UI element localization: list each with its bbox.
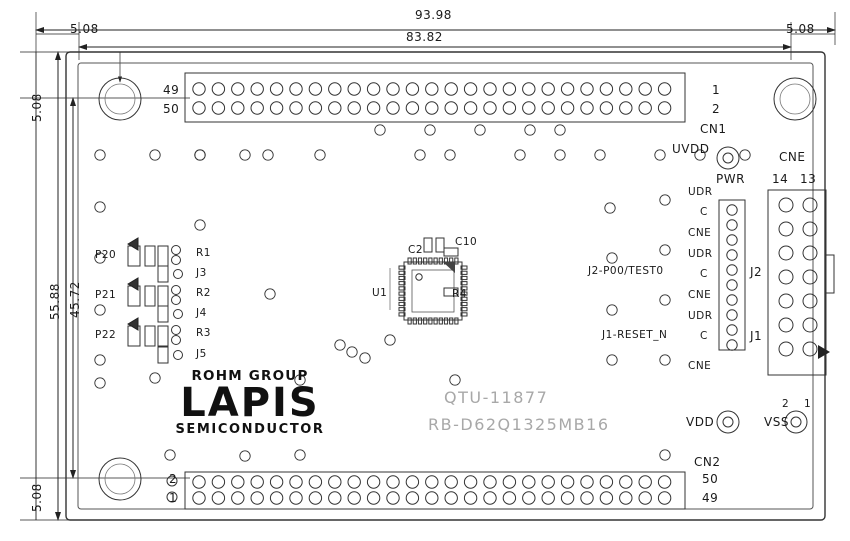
pwr-label: PWR	[716, 172, 745, 186]
dim-overall-height: 55.88	[48, 283, 62, 320]
j2-row-udr-2: UDR	[688, 248, 713, 260]
refdes-u1: U1	[372, 287, 388, 299]
j1-row-udr: UDR	[688, 310, 713, 322]
brand-group-label: ROHM GROUP	[191, 368, 309, 384]
refdes-p22: P22	[95, 329, 117, 341]
part-number-label: QTU-11877	[444, 388, 549, 407]
vss-pin-2-label: 2	[782, 398, 790, 410]
refdes-p20: P20	[95, 249, 117, 261]
j1-row-cne-2: CNE	[688, 360, 712, 372]
dim-margin-left-upper: 5.08	[30, 93, 44, 122]
refdes-j3: J3	[196, 267, 207, 279]
cn2-pin-49-label: 49	[702, 491, 719, 505]
brand-sub-label: SEMICONDUCTOR	[175, 422, 325, 437]
dim-inner-width: 83.82	[406, 30, 443, 44]
dim-margin-top-left: 5.08	[70, 22, 99, 36]
j1-signal-label: J1-RESET_N	[602, 329, 668, 341]
refdes-r2: R2	[196, 287, 211, 299]
refdes-c10: C10	[455, 236, 478, 248]
cne-pin-13-label: 13	[800, 172, 817, 186]
dim-margin-left-lower: 5.08	[30, 483, 44, 512]
cn1-name: CN1	[700, 122, 727, 136]
refdes-r4: R4	[452, 288, 467, 300]
uvdd-label: UVDD	[672, 142, 710, 156]
vss-pin-1-label: 1	[804, 398, 812, 410]
cn1-pin-50-label: 50	[163, 102, 180, 116]
j2-signal-label: J2-P00/TEST0	[588, 265, 664, 277]
brand-block	[160, 368, 340, 437]
cne-pin-14-label: 14	[772, 172, 789, 186]
cn2-name: CN2	[694, 455, 721, 469]
refdes-c2: C2	[408, 244, 424, 256]
refdes-r1: R1	[196, 247, 211, 259]
vdd-label: VDD	[686, 415, 715, 429]
j1-name: J1	[750, 329, 763, 343]
cn1-pin-2-label: 2	[712, 102, 721, 116]
refdes-j5: J5	[196, 348, 207, 360]
board-name-label: RB-D62Q1325MB16	[428, 415, 610, 434]
refdes-p21: P21	[95, 289, 117, 301]
cn2-pin-50-label: 50	[702, 472, 719, 486]
j2-row-c-2: C	[700, 268, 708, 280]
cn2-pin-2-label: 2	[169, 472, 178, 486]
dim-inner-height: 45.72	[68, 281, 82, 318]
cn2-pin-1-label: 1	[169, 491, 178, 505]
j2-row-udr: UDR	[688, 186, 713, 198]
j1-row-c: C	[700, 330, 708, 342]
j1-row-cne: CNE	[688, 289, 712, 301]
j2-row-c: C	[700, 206, 708, 218]
refdes-j4: J4	[196, 307, 207, 319]
cn1-pin-49-label: 49	[163, 83, 180, 97]
j2-row-cne: CNE	[688, 227, 712, 239]
dim-margin-top-right: 5.08	[786, 22, 815, 36]
brand-name-label: LAPIS	[180, 380, 320, 426]
cne-header-name: CNE	[779, 150, 806, 164]
cn1-pin-1-label: 1	[712, 83, 721, 97]
j2-name: J2	[750, 265, 763, 279]
vss-label: VSS	[764, 415, 789, 429]
dim-overall-width: 93.98	[415, 8, 452, 22]
refdes-r3: R3	[196, 327, 211, 339]
